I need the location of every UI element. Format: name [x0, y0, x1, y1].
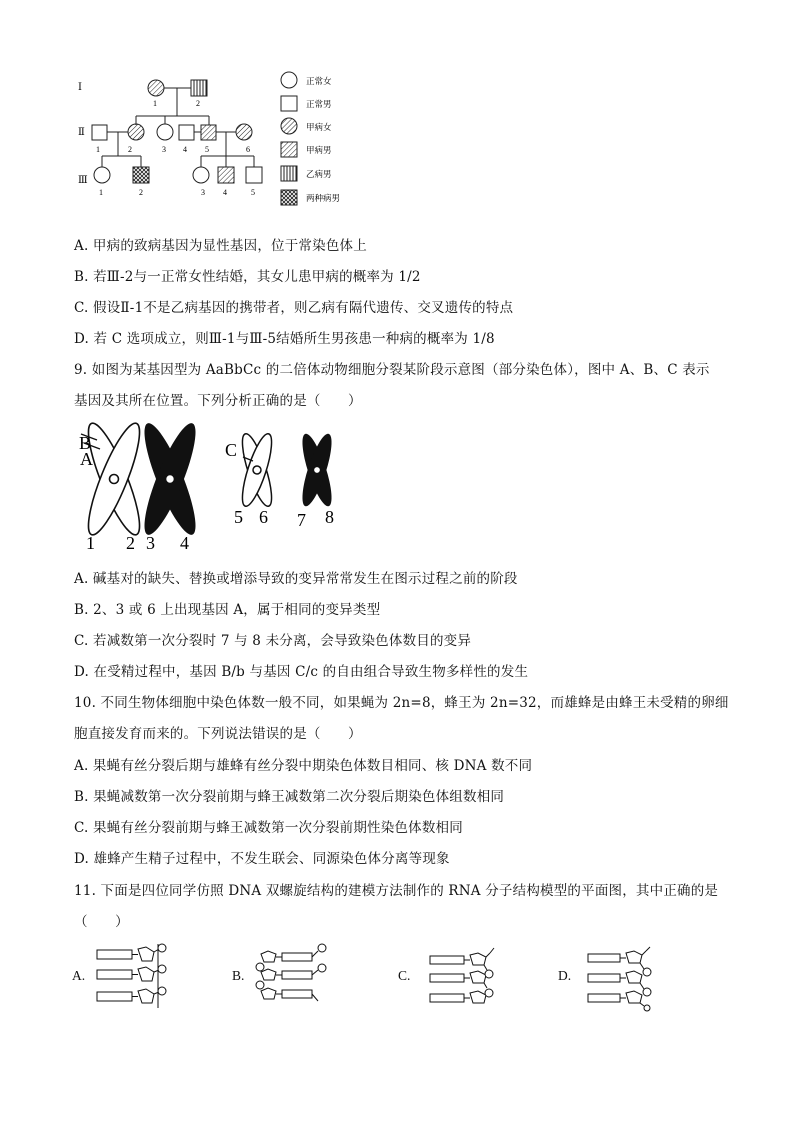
legend-a-male: 甲病男 [306, 145, 332, 155]
q11-option-a-label: A. [72, 968, 86, 983]
q9-option-c: C. 若减数第一次分裂时 7 与 8 未分离，会导致染色体数目的变异 [74, 633, 472, 649]
q10-option-d: D. 雄蜂产生精子过程中，不发生联会、同源染色体分离等现象 [74, 851, 450, 867]
q10-option-a: A. 果蝇有丝分裂后期与雄蜂有丝分裂中期染色体数目相同、核 DNA 数不同 [74, 758, 533, 774]
q10-stem-line1: 10. 不同生物体细胞中染色体数一般不同，如果蝇为 2n=8，蜂王为 2n=32，而雄蜂是由蜂王未受精的卵细 [74, 695, 729, 711]
gen2-female-3 [157, 124, 173, 140]
chromatid-label-5: 5 [234, 507, 243, 527]
q9-stem-line2: 基因及其所在位置。下列分析正确的是（ ） [74, 393, 362, 409]
gen-label-2: Ⅱ [78, 127, 85, 138]
legend-a-female: 甲病女 [306, 122, 332, 132]
legend-normal-male: 正常男 [306, 99, 332, 109]
gen1-num-1: 1 [153, 99, 157, 108]
gen-label-3: Ⅲ [78, 175, 88, 186]
q10-stem-line2: 胞直接发育而来的。下列说法错误的是（ ） [74, 726, 362, 742]
gen2-female-6 [236, 124, 252, 140]
gen1-male-2 [191, 80, 207, 96]
q8-option-b: B. 若Ⅲ-2与一正常女性结婚，其女儿患甲病的概率为 1/2 [74, 269, 421, 285]
gen2-num-4: 4 [183, 145, 187, 154]
gen3-female-3 [193, 167, 209, 183]
gen3-female-1 [94, 167, 110, 183]
gen3-num-1: 1 [99, 188, 103, 197]
chromatid-label-2: 2 [126, 533, 135, 553]
gen2-male-1 [92, 125, 107, 140]
q9-option-a: A. 碱基对的缺失、替换或增添导致的变异常常发生在图示过程之前的阶段 [74, 571, 518, 587]
q9-option-d: D. 在受精过程中，基因 B/b 与基因 C/c 的自由组合导致生物多样性的发生 [74, 664, 529, 680]
gen2-male-5 [201, 125, 216, 140]
legend-b-male: 乙病男 [306, 169, 332, 179]
gen2-female-2 [128, 124, 144, 140]
gen1-female-1 [148, 80, 164, 96]
gene-label-a: A [80, 449, 93, 469]
chromatid-label-4: 4 [180, 533, 189, 553]
gen2-num-3: 3 [162, 145, 166, 154]
chromosome-7-8 [297, 431, 338, 509]
gen2-num-5: 5 [205, 145, 209, 154]
gen3-male-4 [218, 167, 234, 183]
q11-option-d-label: D. [558, 968, 572, 983]
gen3-num-4: 4 [223, 188, 227, 197]
q11-stem-line1: 11. 下面是四位同学仿照 DNA 双螺旋结构的建模方法制作的 RNA 分子结构模型的平面图，其中正确的是 [74, 883, 719, 899]
rna-model-b [256, 940, 336, 1010]
q9-stem-line1: 9. 如图为某基因型为 AaBbCc 的二倍体动物细胞分裂某阶段示意图（部分染色体），图中 A、B、C 表示 [74, 362, 710, 378]
chromatid-label-1: 1 [86, 533, 95, 553]
pedigree-chart [70, 68, 370, 218]
gen-label-1: Ⅰ [78, 82, 82, 93]
gen2-num-6: 6 [246, 145, 250, 154]
q11-stem-line2: （ ） [74, 914, 129, 930]
q8-option-c: C. 假设Ⅱ-1不是乙病基因的携带者，则乙病有隔代遗传、交叉遗传的特点 [74, 300, 514, 316]
q9-option-b: B. 2、3 或 6 上出现基因 A，属于相同的变异类型 [74, 602, 381, 618]
chromatid-label-3: 3 [146, 533, 155, 553]
gene-label-c: C [225, 440, 238, 460]
gen3-num-5: 5 [251, 188, 255, 197]
q10-option-c: C. 果蝇有丝分裂前期与蜂王减数第一次分裂前期性染色体数相同 [74, 820, 463, 836]
gen3-male-5 [246, 167, 262, 183]
q10-option-b: B. 果蝇减数第一次分裂前期与蜂王减数第二次分裂后期染色体组数相同 [74, 789, 505, 805]
chromatid-label-7: 7 [297, 510, 306, 530]
gen2-num-2: 2 [128, 145, 132, 154]
q11-option-b-label: B. [232, 968, 245, 983]
chromosome-5-6 [237, 431, 278, 509]
legend-normal-female: 正常女 [306, 76, 332, 86]
gen3-num-3: 3 [201, 188, 205, 197]
q8-option-a: A. 甲病的致病基因为显性基因，位于常染色体上 [74, 238, 367, 254]
pedigree-legend [281, 72, 340, 205]
rna-model-a [96, 944, 176, 1008]
legend-both-male: 两种病男 [306, 193, 341, 203]
gen2-num-1: 1 [96, 145, 100, 154]
q11-option-c-label: C. [398, 968, 411, 983]
chromatid-label-6: 6 [259, 507, 268, 527]
chromosome-3-4 [135, 418, 204, 539]
gen1-num-2: 2 [196, 99, 200, 108]
gen2-male-4 [179, 125, 194, 140]
rna-model-d [584, 944, 664, 1010]
gen3-num-2: 2 [139, 188, 143, 197]
q8-option-d: D. 若 C 选项成立，则Ⅲ-1与Ⅲ-5结婚所生男孩患一种病的概率为 1/8 [74, 331, 495, 347]
gene-label-b: B [79, 433, 92, 453]
chromosome-figure [70, 422, 360, 557]
chromatid-label-8: 8 [325, 507, 334, 527]
rna-model-c [424, 944, 504, 1010]
gen3-male-2 [133, 167, 149, 183]
